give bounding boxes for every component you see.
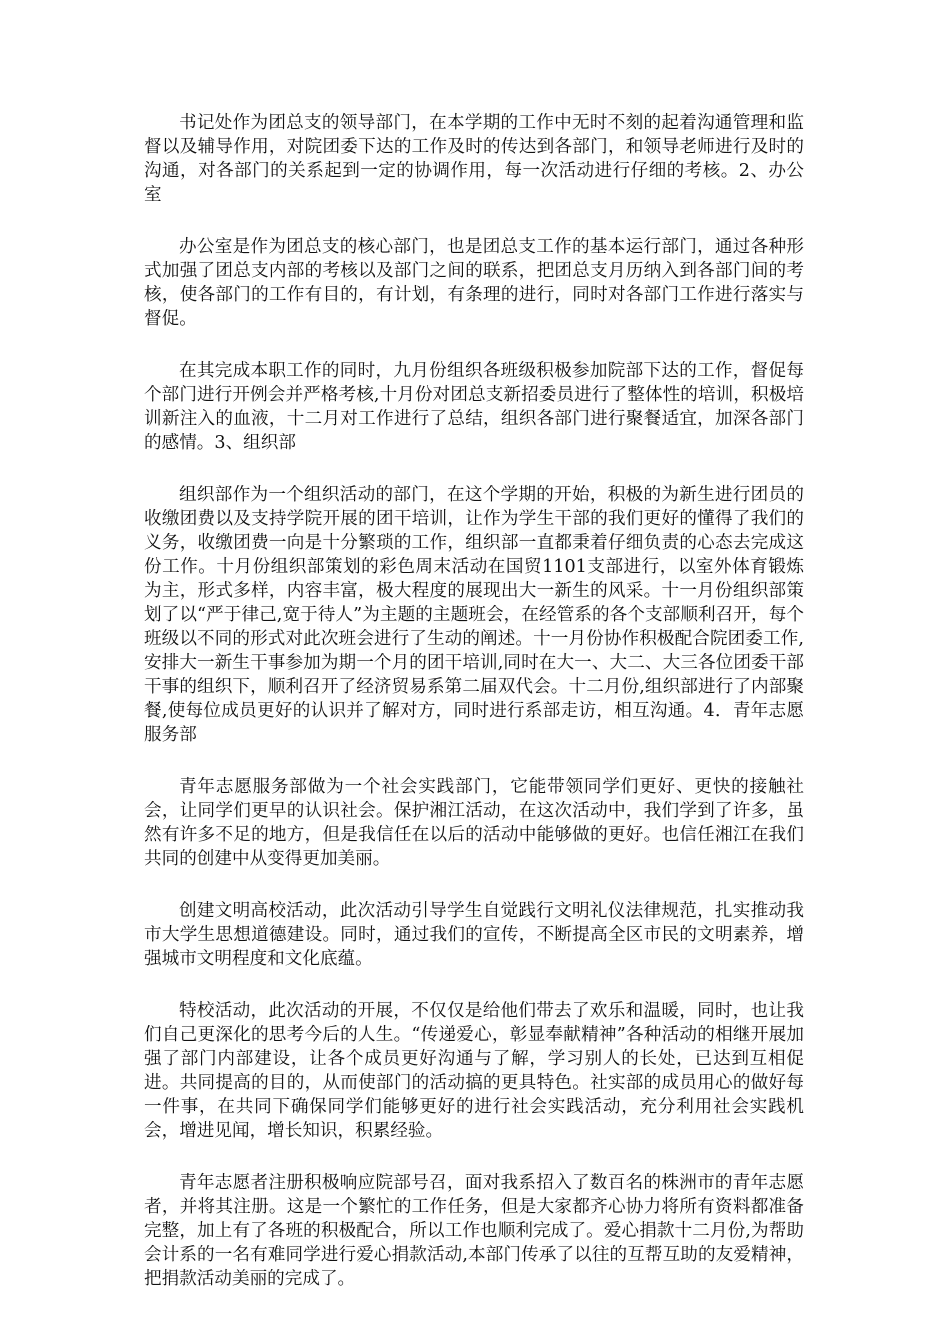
paragraph-secretariat: 书记处作为团总支的领导部门，在本学期的工作中无时不刻的起着沟通管理和监督以及辅导作用，对院团委下达的工作及时的传达到各部门，和领导老师进行及时的沟通，对各部门的关系起到一定的协调作用，每一次活动进行仔细的考核。2、办公室	[144, 113, 804, 205]
paragraph-special-school: 特校活动，此次活动的开展，不仅仅是给他们带去了欢乐和温暖，同时，也让我们自己更深化的思考今后的人生。“传递爱心，彰显奉献精神”各种活动的相继开展加强了部门内部建设，让各个成员更好沟通与了解，学习别人的长处，已达到互相促进。共同提高的目的，从而使部门的活动搞的更具特色。社实部的成员用心的做好每一件事，在共同下确保同学们能够更好的进行社会实践活动，充分利用社会实践机会，增进见闻，增长知识，积累经验。	[144, 1001, 804, 1141]
paragraph-organization: 组织部作为一个组织活动的部门，在这个学期的开始，积极的为新生进行团员的收缴团费以及支持学院开展的团干培训，让作为学生干部的我们更好的懂得了我们的义务，收缴团费一向是十分繁琐的工作，组织部一直都秉着仔细负责的心态去完成这份工作。十月份组织部策划的彩色周末活动在国贸1101支部进行，以室外体育锻炼为主，形式多样，内容丰富，极大程度的展现出大一新生的风采。十一月份组织部策划了以“严于律己,宽于待人”为主题的主题班会，在经管系的各个支部顺利召开，每个班级以不同的形式对此次班会进行了生动的阐述。十一月份协作积极配合院团委工作,安排大一新生干事参加为期一个月的团干培训,同时在大一、大二、大三各位团委干部干事的组织下，顺利召开了经济贸易系第二届双代会。十二月份,组织部进行了内部聚餐,使每位成员更好的认识并了解对方，同时进行系部走访，相互沟通。4．青年志愿服务部	[144, 485, 804, 745]
paragraph-office-work: 在其完成本职工作的同时，九月份组织各班级积极参加院部下达的工作，督促每个部门进行开例会并严格考核,十月份对团总支新招委员进行了整体性的培训，积极培训新注入的血液，十二月对工作进行了总结，组织各部门进行聚餐适宜，加深各部门的感情。3、组织部	[144, 361, 804, 453]
paragraph-volunteer-service: 青年志愿服务部做为一个社会实践部门，它能带领同学们更好、更快的接触社会，让同学们更早的认识社会。保护湘江活动，在这次活动中，我们学到了许多，虽然有许多不足的地方，但是我信任在以后的活动中能够做的更好。也信任湘江在我们共同的创建中从变得更加美丽。	[144, 777, 804, 869]
paragraph-civilized-campus: 创建文明高校活动，此次活动引导学生自觉践行文明礼仪法律规范，扎实推动我市大学生思想道德建设。同时，通过我们的宣传，不断提高全区市民的文明素养，增强城市文明程度和文化底蕴。	[144, 901, 804, 969]
paragraph-volunteer-registration: 青年志愿者注册积极响应院部号召，面对我系招入了数百名的株洲市的青年志愿者，并将其注册。这是一个繁忙的工作任务，但是大家都齐心协力将所有资料都准备完整，加上有了各班的积极配合，所以工作也顺利完成了。爱心捐款十二月份,为帮助会计系的一名有难同学进行爱心捐款活动,本部门传承了以往的互帮互助的友爱精神，把捐款活动美丽的完成了。	[144, 1173, 804, 1289]
document-body	[144, 111, 804, 1319]
paragraph-office: 办公室是作为团总支的核心部门，也是团总支工作的基本运行部门，通过各种形式加强了团总支内部的考核以及部门之间的联系，把团总支月历纳入到各部门间的考核，使各部门的工作有目的，有计划，有条理的进行，同时对各部门工作进行落实与督促。	[144, 237, 804, 329]
